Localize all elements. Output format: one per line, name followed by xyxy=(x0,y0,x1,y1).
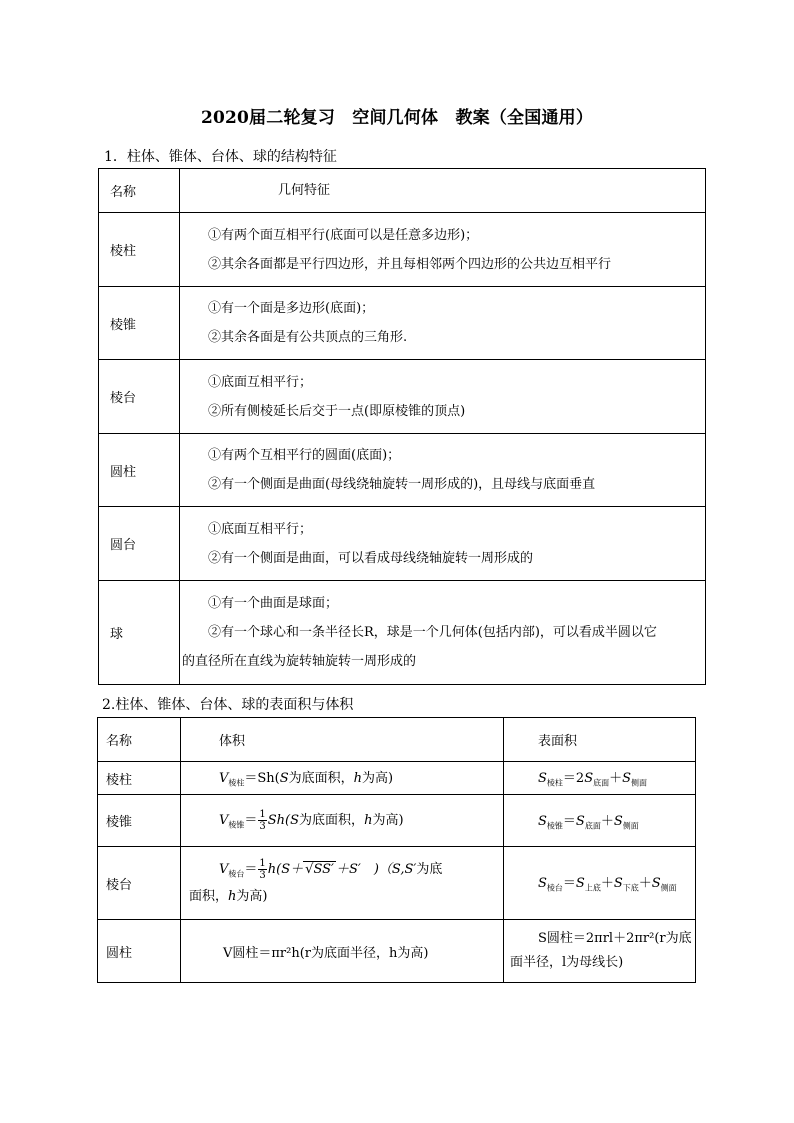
table-row xyxy=(99,287,706,360)
table-row xyxy=(99,434,706,507)
formula-symbol: S xyxy=(290,813,300,828)
formula-subscript: 棱台 xyxy=(228,869,245,879)
row-name: 棱台 xyxy=(98,847,181,920)
row-name: 棱柱 xyxy=(98,762,181,795)
formula-text: 面积， xyxy=(189,888,229,904)
formula-text: ＋S′ )（ xyxy=(335,862,392,878)
row-name: 圆柱 xyxy=(99,434,180,507)
fraction-numerator: 1 xyxy=(259,858,266,870)
structure-features-table xyxy=(98,168,706,685)
table-row xyxy=(98,920,696,983)
formula-subscript: 棱柱 xyxy=(228,778,245,788)
fraction xyxy=(258,858,266,881)
formula-symbol: h xyxy=(353,771,363,787)
surface-line: S圆柱＝2πrl＋2πr²(r为底 xyxy=(538,931,692,946)
formula-subscript: 侧面 xyxy=(622,821,639,831)
feature-line: ②有一个球心和一条半径长R，球是一个几何体(包括内部)，可以看成半圆以它 xyxy=(208,625,657,640)
header-name: 名称 xyxy=(98,718,181,762)
row-features xyxy=(180,434,706,507)
formula-symbol: V xyxy=(219,813,229,828)
square-root: √SS′ xyxy=(305,862,334,878)
formula-text: 为高) xyxy=(236,888,268,904)
formula-subscript: 棱柱 xyxy=(546,778,563,788)
table-row xyxy=(99,507,706,581)
formula-symbol: S xyxy=(651,876,661,892)
area-volume-table xyxy=(97,717,696,983)
table-row xyxy=(99,581,706,685)
formula-text: ＋ xyxy=(600,876,614,892)
feature-line: ②有一个侧面是曲面(母线绕轴旋转一周形成的)，且母线与底面垂直 xyxy=(208,477,596,492)
feature-line: 的直径所在直线为旋转轴旋转一周形成的 xyxy=(182,654,417,669)
feature-line: ①有一个面是多边形(底面)； xyxy=(208,301,375,316)
formula-symbol: S xyxy=(613,813,623,829)
formula-text: (S＋ xyxy=(276,862,304,878)
surface-formula xyxy=(504,762,696,795)
row-features xyxy=(180,213,706,287)
table-row xyxy=(99,213,706,287)
header-name: 名称 xyxy=(99,169,180,213)
formula-subscript: 棱锥 xyxy=(546,821,563,831)
formula-text: ＝ xyxy=(562,876,576,892)
formula-symbol: S xyxy=(622,771,632,787)
volume-formula xyxy=(181,795,504,847)
section-2-heading: 2.柱体、锥体、台体、球的表面积与体积 xyxy=(102,697,354,713)
surface-formula xyxy=(504,795,696,847)
row-name: 球 xyxy=(99,581,180,685)
fraction-denominator: 3 xyxy=(259,821,266,832)
sqrt-content: SS′ xyxy=(313,862,334,878)
formula-text: ＝2 xyxy=(562,771,585,787)
formula-subscript: 棱台 xyxy=(546,883,563,893)
feature-line: ①有两个互相平行的圆面(底面)； xyxy=(208,448,401,463)
volume-formula xyxy=(181,847,504,920)
feature-line: ②有一个侧面是曲面，可以看成母线绕轴旋转一周形成的 xyxy=(208,550,534,566)
table-header-row xyxy=(99,169,706,213)
formula-symbol: S xyxy=(279,771,289,787)
volume-formula xyxy=(181,762,504,795)
document-title: 2020届二轮复习 空间几何体 教案（全国通用） xyxy=(200,108,594,128)
formula-subscript: 侧面 xyxy=(660,883,677,893)
formula-symbol: S xyxy=(575,813,585,829)
row-name: 棱柱 xyxy=(99,213,180,287)
formula-text: 为底面积， xyxy=(288,771,354,787)
formula-text: 为高) xyxy=(372,813,404,828)
section-1-heading: 1．柱体、锥体、台体、球的结构特征 xyxy=(104,149,337,165)
formula-subscript: 侧面 xyxy=(631,778,648,788)
formula-symbol: S xyxy=(584,771,594,787)
formula-symbol: h xyxy=(228,888,237,904)
surface-formula xyxy=(504,847,696,920)
formula-symbol: S xyxy=(538,813,547,829)
volume-formula: V圆柱＝πr²h(r为底面半径，h为高) xyxy=(181,920,504,983)
formula-text: 为底 xyxy=(416,862,443,878)
formula-subscript: 下底 xyxy=(622,883,639,893)
formula-text: ＝Sh( xyxy=(244,771,280,787)
feature-line: ①有一个曲面是球面； xyxy=(208,596,339,611)
surface-formula xyxy=(504,920,696,983)
table-header-row xyxy=(98,718,696,762)
row-name: 圆柱 xyxy=(98,920,181,983)
formula-symbol: S,S′ xyxy=(391,862,417,878)
formula-text: Sh( xyxy=(267,813,291,828)
feature-line: ②所有侧棱延长后交于一点(即原棱锥的顶点) xyxy=(208,403,466,419)
formula-text: 为高) xyxy=(362,771,394,787)
header-surface: 表面积 xyxy=(504,718,696,762)
formula-symbol: V xyxy=(219,771,229,787)
surface-line: 面半径，l为母线长) xyxy=(510,955,624,970)
formula-symbol: S xyxy=(538,771,547,787)
feature-line: ②其余各面都是平行四边形，并且每相邻两个四边形的公共边互相平行 xyxy=(208,256,612,272)
formula-symbol: h xyxy=(267,862,277,878)
row-name: 棱锥 xyxy=(99,287,180,360)
formula-text: ＝ xyxy=(562,813,576,829)
table-row xyxy=(98,795,696,847)
formula-symbol: S xyxy=(613,876,623,892)
header-feature: 几何特征 xyxy=(180,169,706,213)
feature-line: ②其余各面是有公共顶点的三角形. xyxy=(208,330,408,345)
fraction xyxy=(258,809,266,832)
formula-text: ＝ xyxy=(244,862,258,878)
row-name: 圆台 xyxy=(99,507,180,581)
feature-line: ①底面互相平行； xyxy=(208,521,313,537)
formula-subscript: 上底 xyxy=(584,883,601,893)
formula-text: 为底面积， xyxy=(299,813,365,828)
fraction-denominator: 3 xyxy=(259,870,266,882)
formula-symbol: V xyxy=(219,862,229,878)
formula-text: ＋ xyxy=(609,771,623,787)
fraction-numerator: 1 xyxy=(259,809,266,820)
row-features xyxy=(180,360,706,434)
feature-line: ①底面互相平行； xyxy=(208,374,313,390)
formula-subscript: 底面 xyxy=(584,821,601,831)
row-name: 棱台 xyxy=(99,360,180,434)
formula-text: ＋ xyxy=(600,813,614,829)
formula-symbol: h xyxy=(364,813,373,828)
row-features xyxy=(180,507,706,581)
table-row xyxy=(98,847,696,920)
formula-text: ＋ xyxy=(638,876,652,892)
formula-subscript: 棱锥 xyxy=(228,820,245,830)
row-features xyxy=(180,287,706,360)
feature-line: ①有两个面互相平行(底面可以是任意多边形)； xyxy=(208,227,479,243)
row-name: 棱锥 xyxy=(98,795,181,847)
formula-text: ＝ xyxy=(244,813,258,828)
formula-subscript: 底面 xyxy=(593,778,610,788)
formula-symbol: S xyxy=(575,876,585,892)
table-row xyxy=(99,360,706,434)
header-volume: 体积 xyxy=(181,718,504,762)
row-features xyxy=(180,581,706,685)
table-row xyxy=(98,762,696,795)
formula-symbol: S xyxy=(538,876,547,892)
